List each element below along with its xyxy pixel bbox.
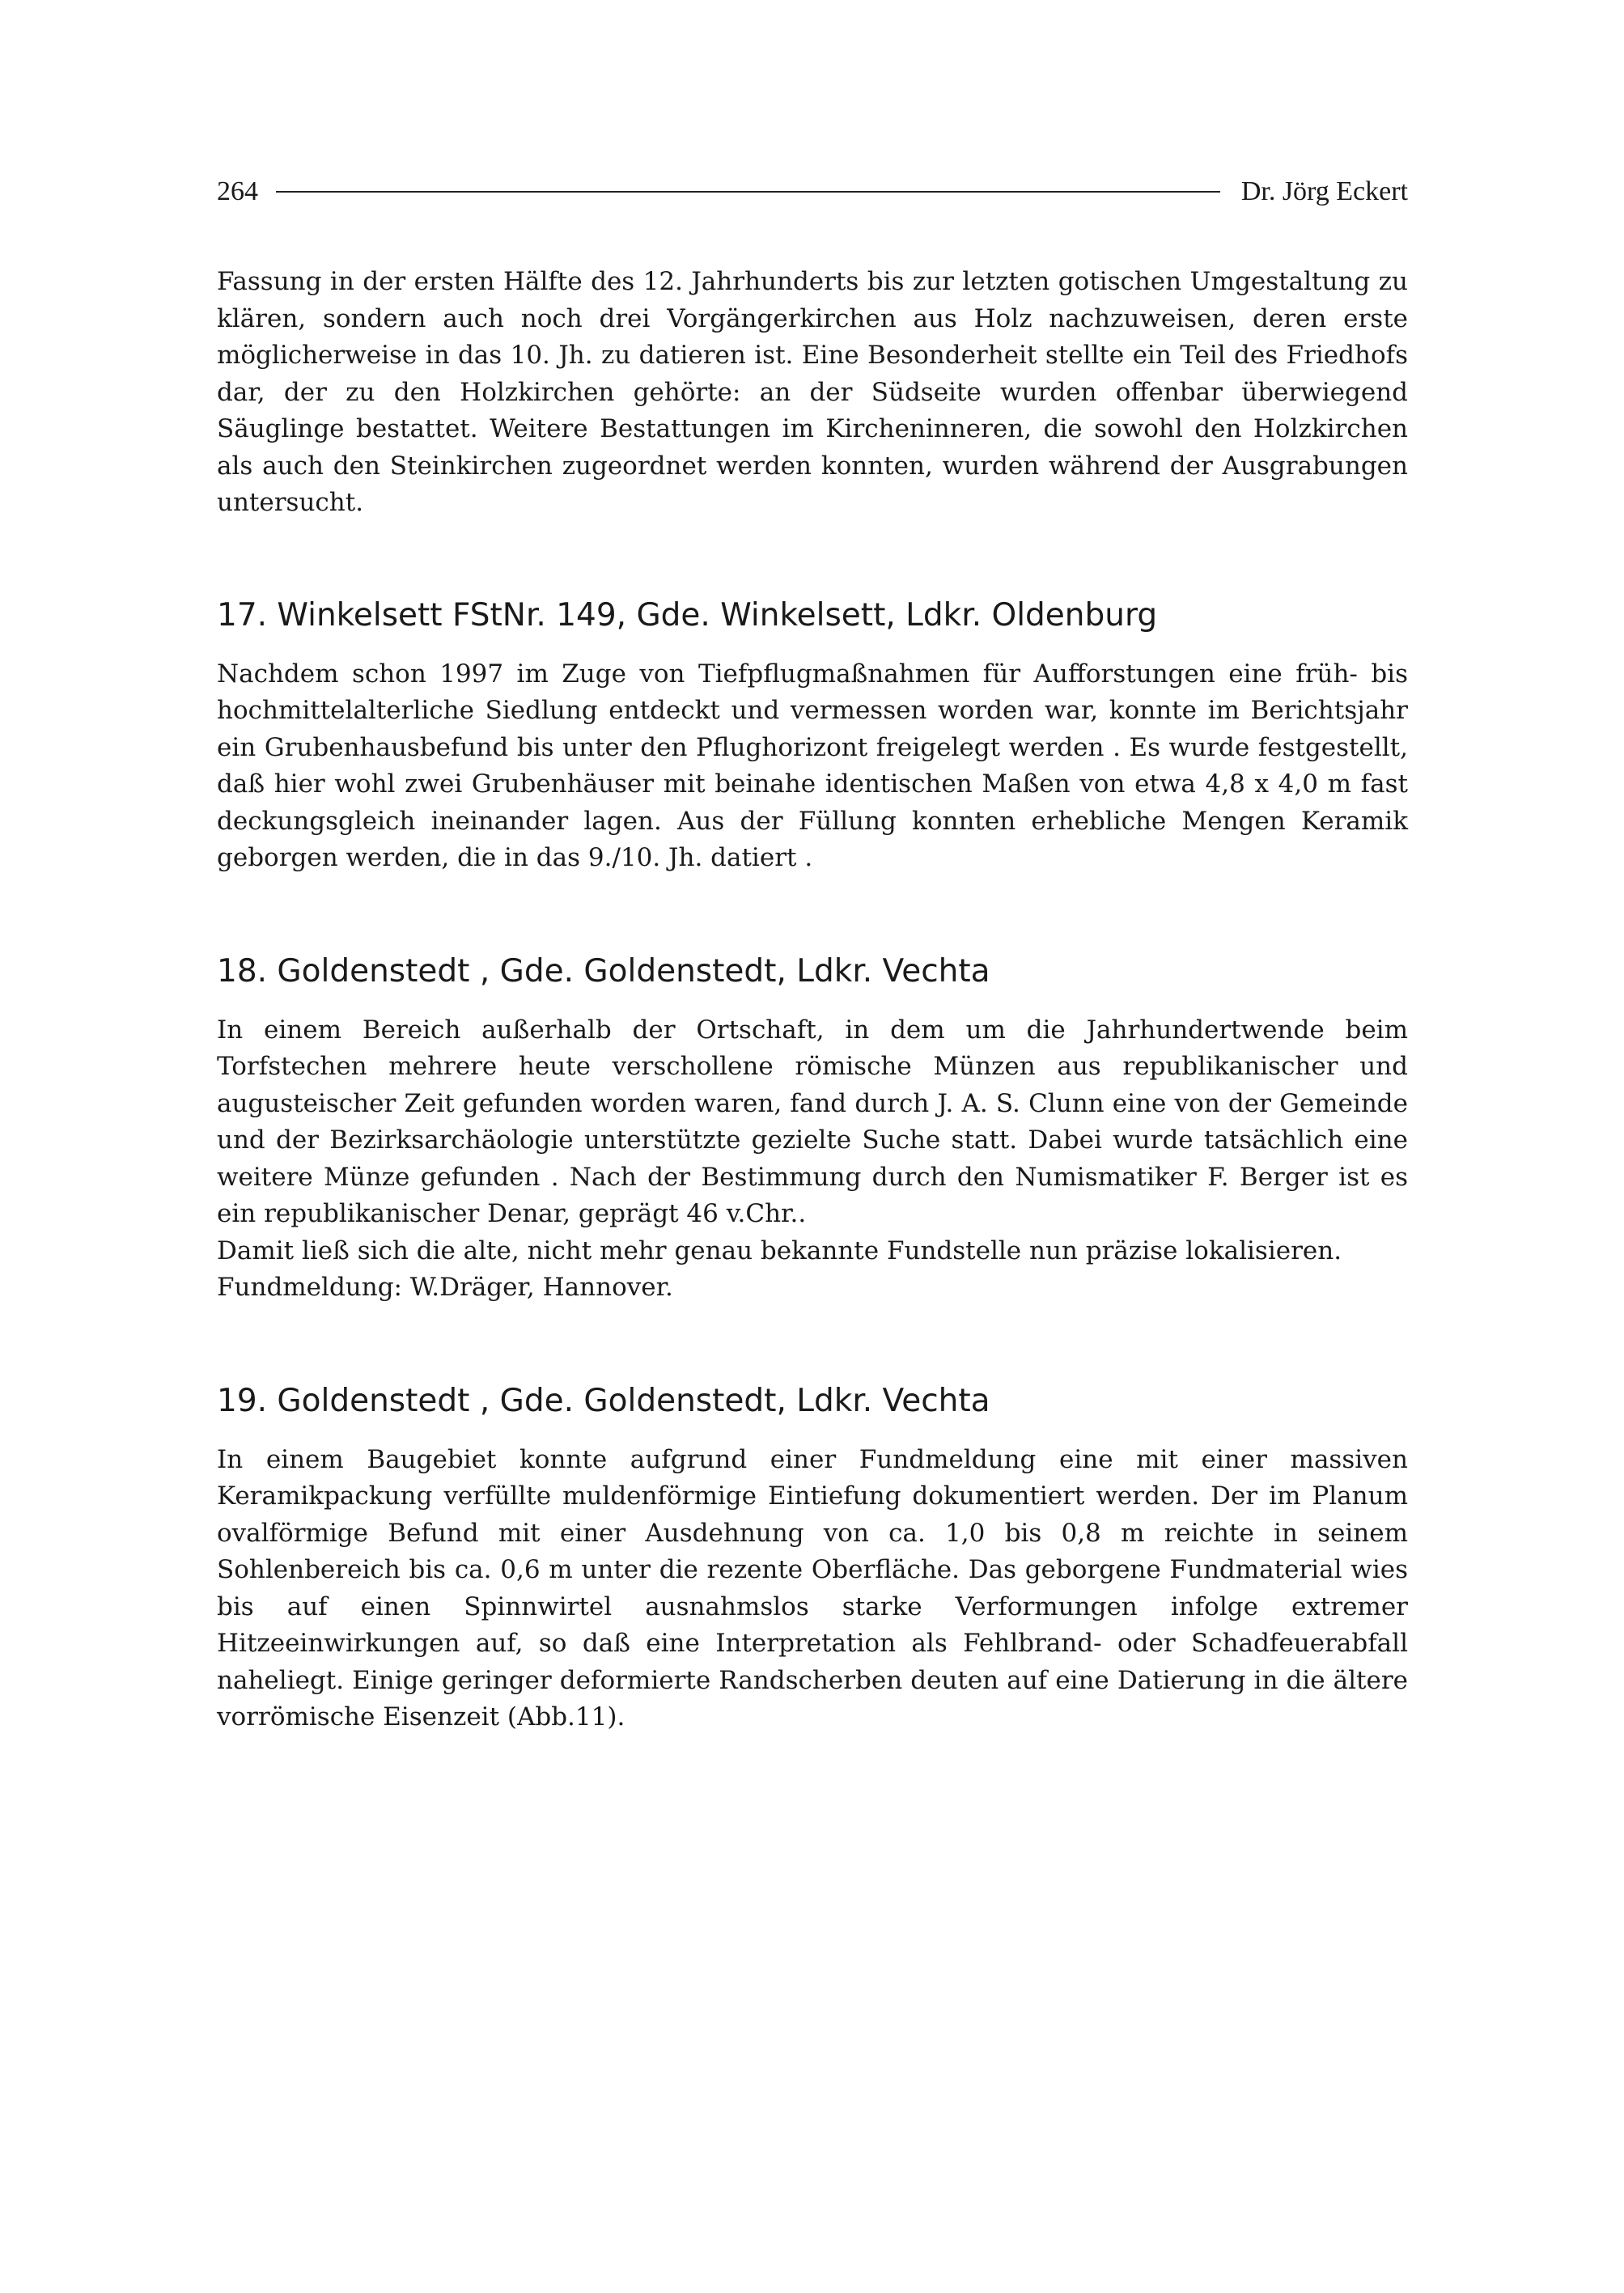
page-header [217,170,1408,214]
intro-paragraph: Fassung in der ersten Hälfte des 12. Jahrhunderts bis zur letzten gotischen Umgestaltung zu klären, sondern auch noch drei Vorgängerkirchen aus Holz nachzuweisen, deren erste möglicherweise in das 10. Jh. zu datieren ist. Eine Besonderheit stellte ein Teil des Friedhofs dar, der zu den Holzkirchen gehörte: an der Südseite wurden offenbar überwiegend Säuglinge bestattet. Weitere Bestattungen im Kircheninneren, die sowohl den Holzkirchen als auch den Steinkirchen zugeordnet werden konnten, wurden während der Ausgrabungen untersucht. [217,267,1408,517]
section-paragraph: Fundmeldung: W.Dräger, Hannover. [217,1273,673,1302]
section-title: 19. Goldenstedt , Gde. Goldenstedt, Ldkr. Vechta [217,1382,990,1419]
section-title: 18. Goldenstedt , Gde. Goldenstedt, Ldkr. Vechta [217,952,990,990]
section-19 [217,1382,1408,1736]
section-18 [217,952,1408,1307]
section-paragraph: Damit ließ sich die alte, nicht mehr genau bekannte Fundstelle nun präzise lokalisieren. [217,1236,1342,1265]
document-page [217,170,1408,1812]
running-head: Dr. Jörg Eckert [1240,176,1408,206]
section-paragraph: Nachdem schon 1997 im Zuge von Tiefpflugmaßnahmen für Aufforstungen eine früh- bis hochmittelalterliche Siedlung entdeckt und vermessen worden war, konnte im Berichtsjahr ein Grubenhausbefund bis unter den Pflughorizont freigelegt werden . Es wurde festgestellt, daß hier wohl zwei Grubenhäuser mit beinahe identischen Maßen von etwa 4,8 x 4,0 m fast deckungsgleich ineinander lagen. Aus der Füllung konnten erhebliche Mengen Keramik geborgen werden, die in das 9./10. Jh. datiert . [217,659,1408,872]
section-paragraph: In einem Baugebiet konnte aufgrund einer Fundmeldung eine mit einer massiven Keramikpackung verfüllte muldenförmige Eintiefung dokumentiert werden. Der im Planum ovalförmige Befund mit einer Ausdehnung von ca. 1,0 bis 0,8 m reichte in seinem Sohlenbereich bis ca. 0,6 m unter die rezente Oberfläche. Das geborgene Fundmaterial wies bis auf einen Spinnwirtel ausnahmslos starke Verformungen infolge extremer Hitzeeinwirkungen auf, so daß eine Interpretation als Fehlbrand- oder Schadfeuerabfall naheliegt. Einige geringer deformierte Randscherben deuten auf eine Datierung in die ältere vorrömische Eisenzeit (Abb.11). [217,1444,1408,1731]
page-body [217,264,1408,1736]
section-title: 17. Winkelsett FStNr. 149, Gde. Winkelsett, Ldkr. Oldenburg [217,596,1158,634]
page-number: 264 [217,176,258,206]
section-paragraph: In einem Bereich außerhalb der Ortschaft, in dem um die Jahrhundertwende beim Torfstechen mehrere heute verschollene römische Münzen aus republikanischer und augusteischer Zeit gefunden worden waren, fand durch J. A. S. Clunn eine von der Gemeinde und der Bezirksarchäologie unterstützte gezielte Suche statt. Dabei wurde tatsächlich eine weitere Münze gefunden . Nach der Bestimmung durch den Numismatiker F. Berger ist es ein republikanischer Denar, geprägt 46 v.Chr.. [217,1015,1408,1228]
header-rule [276,191,1220,193]
section-17 [217,596,1408,877]
